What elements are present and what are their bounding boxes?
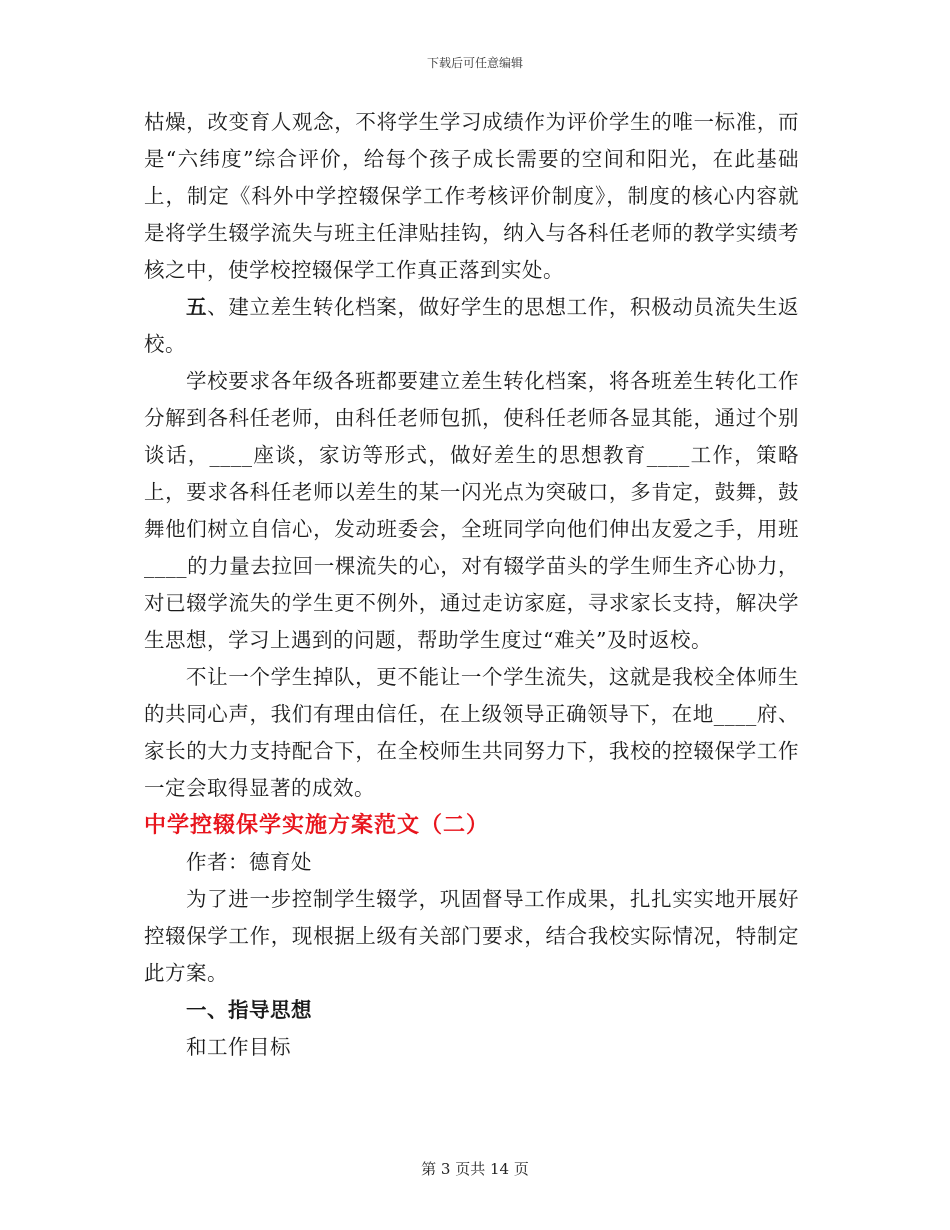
document-title: 中学控辍保学实施方案范文（二） xyxy=(144,812,490,838)
author-line: 作者：德育处 xyxy=(186,850,313,874)
section-heading xyxy=(144,289,799,363)
paragraph: 学校要求各年级各班都要建立差生转化档案，将各班差生转化工作分解到各科任老师，由科任老师包抓，使科任老师各显其能，通过个别谈话，____座谈，家访等形式，做好差生的思想教育____工作，策略上，要求各科任老师以差生的某一闪光点为突破口，多肯定，鼓舞，鼓舞他们树立自信心，发动班委会，全班同学向他们伸出友爱之手，用班____的力量去拉回一棵流失的心，对有辍学苗头的学生师生齐心协力，对已辍学流失的学生更不例外，通过走访家庭，寻求家长支持，解决学生思想，学习上遇到的问题，帮助学生度过“难关”及时返校。 xyxy=(144,369,799,652)
paragraph: 不让一个学生掉队，更不能让一个学生流失，这就是我校全体师生的共同心声，我们有理由信任，在上级领导正确领导下，在地____府、家长的大力支持配合下，在全校师生共同努力下，我校的控辍保学工作一定会取得显著的成效。 xyxy=(144,665,799,800)
page-header: 下载后可任意编辑 xyxy=(426,56,523,70)
paragraph: 和工作目标 xyxy=(186,1035,292,1059)
heading: 一、指导思想 xyxy=(186,998,313,1022)
section-heading-text: 、建立差生转化档案，做好学生的思想工作，积极动员流失生返校。 xyxy=(144,295,800,356)
section-number: 五 xyxy=(186,295,208,319)
page-footer: 第 3 页共 14 页 xyxy=(421,1160,529,1178)
paragraph: 枯燥，改变育人观念，不将学生学习成绩作为评价学生的唯一标准，而是“六纬度”综合评价，给每个孩子成长需要的空间和阳光，在此基础上，制定《科外中学控辍保学工作考核评价制度》，制度的核心内容就是将学生辍学流失与班主任津贴挂钩，纳入与各科任老师的教学实绩考核之中，使学校控辍保学工作真正落到实处。 xyxy=(144,110,799,282)
document-body xyxy=(144,104,799,1066)
paragraph: 为了进一步控制学生辍学，巩固督导工作成果，扎扎实实地开展好控辍保学工作，现根据上级有关部门要求，结合我校实际情况，特制定此方案。 xyxy=(144,887,799,985)
